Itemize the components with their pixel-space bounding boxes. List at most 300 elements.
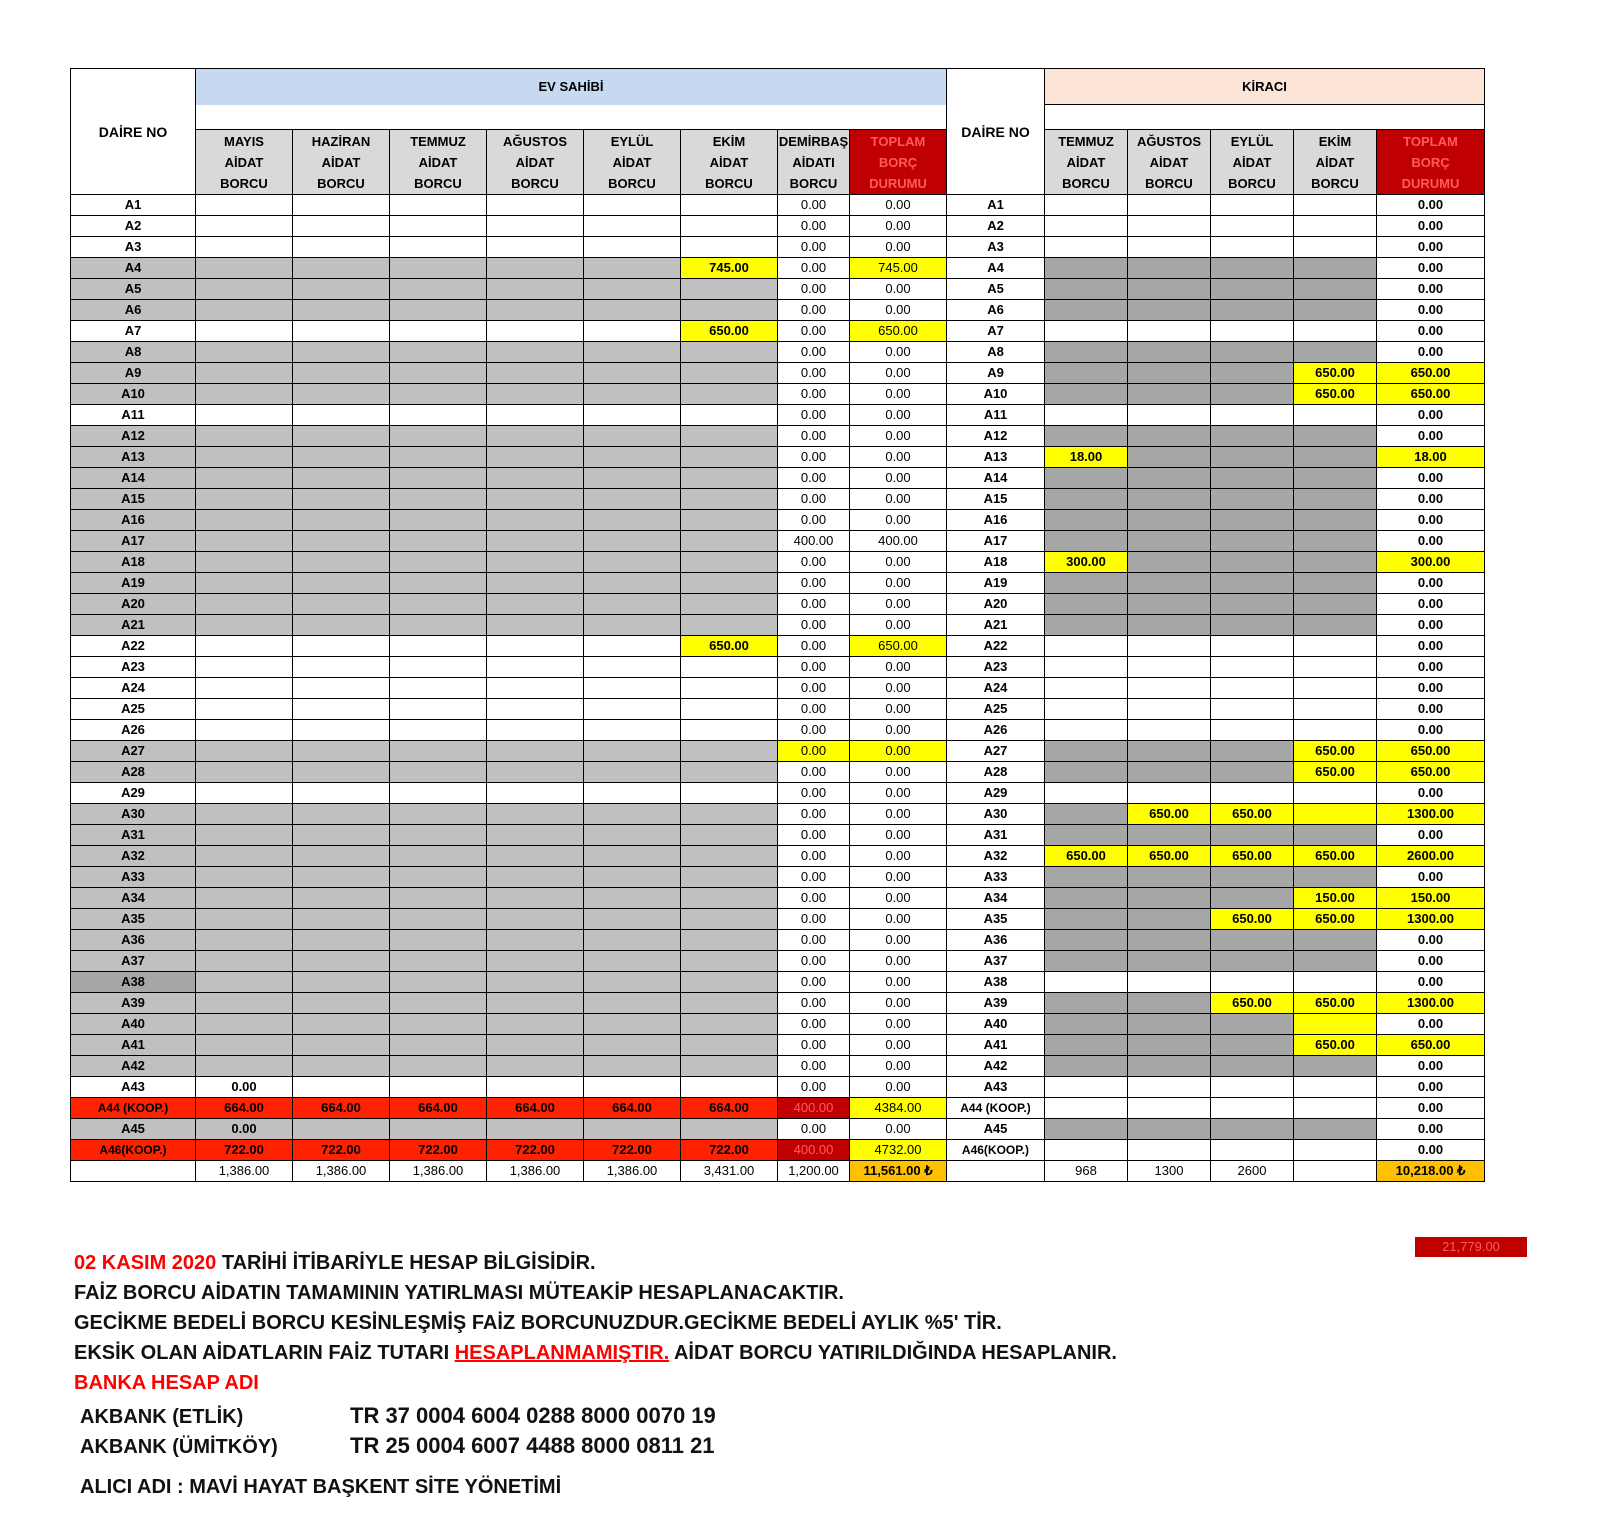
tenant-cell: 18.00 [1045,447,1128,468]
daire-no-header: DAİRE NO [71,69,196,195]
owner-cell [584,195,681,216]
owner-cell [293,237,390,258]
owner-cell [196,195,293,216]
daire-no-cell: A26 [71,720,196,741]
owner-cell [293,951,390,972]
daire-no-cell: A34 [71,888,196,909]
daire-no-cell-tenant: A29 [947,783,1045,804]
tenant-col-header-line: AĞUSTOS [1136,133,1202,149]
owner-cell [390,594,487,615]
table-row [71,552,1485,573]
table-row [71,300,1485,321]
tenant-total-cell: 968 [1045,1161,1128,1182]
owner-cell [681,804,778,825]
tenant-col-header-line: AİDAT [1232,154,1272,170]
tenant-col-header-line: BORÇ [1411,154,1450,170]
owner-cell [196,258,293,279]
tenant-cell: 0.00 [1377,1098,1485,1119]
daire-no-cell-tenant: A6 [947,300,1045,321]
tenant-cell [1211,930,1294,951]
owner-cell: 722.00 [584,1140,681,1161]
daire-no-cell: A11 [71,405,196,426]
owner-cell: 650.00 [681,321,778,342]
owner-col-header-line: DEMİRBAŞ [778,133,849,149]
owner-cell: 0.00 [850,384,947,405]
owner-cell: 0.00 [778,804,850,825]
owner-col-header-line: EYLÜL [610,133,654,149]
owner-col-header-line: BORCU [220,175,268,191]
owner-cell [196,531,293,552]
tenant-cell [1128,888,1211,909]
tenant-cell [1128,363,1211,384]
owner-cell [390,510,487,531]
owner-total-cell: 1,386.00 [196,1161,293,1182]
table-row [71,825,1485,846]
owner-total-cell: 1,386.00 [293,1161,390,1182]
owner-cell [390,846,487,867]
tenant-cell: 0.00 [1377,468,1485,489]
owner-cell [390,1056,487,1077]
owner-cell [681,741,778,762]
tenant-cell [1211,384,1294,405]
owner-total-cell: 11,561.00 ₺ [850,1161,947,1182]
owner-cell [293,195,390,216]
owner-cell [584,909,681,930]
daire-no-cell-tenant: A46(KOOP.) [947,1140,1045,1161]
tenant-cell: 1300.00 [1377,909,1485,930]
owner-cell: 0.00 [850,615,947,636]
owner-cell [584,657,681,678]
owner-cell [293,846,390,867]
owner-cell [681,279,778,300]
table-row [71,1014,1485,1035]
owner-cell: 0.00 [850,594,947,615]
daire-no-cell-tenant: A30 [947,804,1045,825]
owner-cell [584,216,681,237]
table-row [71,237,1485,258]
owner-cell [390,258,487,279]
owner-cell [487,573,584,594]
tenant-cell [1045,909,1128,930]
owner-cell: 0.00 [778,1014,850,1035]
tenant-col-header-0 [1045,130,1128,195]
tenant-cell [1211,300,1294,321]
tenant-cell [1128,1056,1211,1077]
owner-cell [487,531,584,552]
owner-cell [196,489,293,510]
owner-cell: 0.00 [778,909,850,930]
tenant-cell: 150.00 [1294,888,1377,909]
table-row [71,216,1485,237]
owner-cell [293,720,390,741]
owner-cell [584,510,681,531]
tenant-cell [1128,489,1211,510]
daire-no-cell-tenant: A2 [947,216,1045,237]
daire-no-cell-tenant: A23 [947,657,1045,678]
daire-no-cell: A8 [71,342,196,363]
tenant-cell [1211,867,1294,888]
daire-no-cell: A39 [71,993,196,1014]
daire-no-cell-tenant: A18 [947,552,1045,573]
table-row [71,636,1485,657]
tenant-cell: 18.00 [1377,447,1485,468]
owner-cell [487,825,584,846]
tenant-total-cell: 2600 [1211,1161,1294,1182]
table-row [71,489,1485,510]
owner-cell [293,1119,390,1140]
owner-cell: 664.00 [681,1098,778,1119]
owner-cell [584,720,681,741]
owner-cell [681,237,778,258]
daire-no-cell: A22 [71,636,196,657]
tenant-cell [1294,1077,1377,1098]
daire-no-cell: A40 [71,1014,196,1035]
owner-cell [196,636,293,657]
owner-cell [390,741,487,762]
owner-cell [681,1035,778,1056]
owner-cell: 745.00 [681,258,778,279]
owner-cell [487,300,584,321]
tenant-col-header-line: EKİM [1318,133,1352,149]
totals-row [71,1161,1485,1182]
tenant-cell [1128,1077,1211,1098]
tenant-cell [1128,993,1211,1014]
owner-cell: 4384.00 [850,1098,947,1119]
owner-cell [584,363,681,384]
owner-cell [293,825,390,846]
owner-cell: 0.00 [850,783,947,804]
owner-cell: 0.00 [778,657,850,678]
table-row [71,909,1485,930]
daire-no-cell: A2 [71,216,196,237]
tenant-cell [1294,468,1377,489]
tenant-cell [1045,321,1128,342]
tenant-cell [1128,741,1211,762]
owner-cell [390,783,487,804]
owner-cell [293,1077,390,1098]
tenant-cell [1294,720,1377,741]
tenant-cell [1128,279,1211,300]
tenant-cell [1211,258,1294,279]
owner-cell [681,342,778,363]
daire-no-cell-tenant: A44 (KOOP.) [947,1098,1045,1119]
owner-cell [487,447,584,468]
owner-cell [293,489,390,510]
daire-no-cell: A7 [71,321,196,342]
tenant-col-header-line: DURUMU [1401,175,1460,191]
table-row [71,447,1485,468]
tenant-cell [1211,699,1294,720]
owner-col-header-2 [390,130,487,195]
daire-no-cell: A27 [71,741,196,762]
owner-cell [390,1077,487,1098]
tenant-cell [1211,1035,1294,1056]
tenant-cell [1294,930,1377,951]
owner-cell [584,636,681,657]
daire-no-cell-tenant: A31 [947,825,1045,846]
daire-no-cell-tenant: A13 [947,447,1045,468]
owner-cell [681,1014,778,1035]
owner-cell: 0.00 [778,405,850,426]
late-fee-note: GECİKME BEDELİ BORCU KESİNLEŞMİŞ FAİZ BORCUNUZDUR.GECİKME BEDELİ AYLIK %5' TİR. [74,1312,1002,1334]
owner-cell: 0.00 [778,321,850,342]
owner-cell [681,384,778,405]
daire-no-cell: A29 [71,783,196,804]
owner-cell [196,678,293,699]
daire-no-cell: A31 [71,825,196,846]
owner-col-header-0 [196,130,293,195]
tenant-cell: 0.00 [1377,1056,1485,1077]
tenant-cell [1045,657,1128,678]
owner-cell [584,468,681,489]
owner-cell [681,993,778,1014]
owner-col-header-line: BORCU [511,175,559,191]
owner-cell: 0.00 [778,1077,850,1098]
tenant-cell [1128,468,1211,489]
owner-cell: 0.00 [778,930,850,951]
tenant-cell: 0.00 [1377,1077,1485,1098]
owner-cell [584,846,681,867]
owner-cell [390,279,487,300]
owner-cell [584,489,681,510]
owner-cell [390,300,487,321]
tenant-cell [1294,321,1377,342]
owner-cell: 0.00 [850,342,947,363]
tenant-cell [1211,1140,1294,1161]
tenant-cell [1294,594,1377,615]
daire-no-cell: A17 [71,531,196,552]
tenant-col-header-line: AİDAT [1066,154,1106,170]
owner-cell [293,510,390,531]
daire-no-cell: A9 [71,363,196,384]
owner-col-header-line: AİDAT [418,154,458,170]
owner-cell [293,636,390,657]
tenant-cell [1128,972,1211,993]
table-row [71,930,1485,951]
tenant-cell [1045,300,1128,321]
owner-cell [487,258,584,279]
owner-cell [390,951,487,972]
table-row [71,468,1485,489]
owner-cell [584,783,681,804]
table-row [71,615,1485,636]
owner-cell [487,909,584,930]
daire-no-cell: A44 (KOOP.) [71,1098,196,1119]
daire-no-cell-tenant: A25 [947,699,1045,720]
owner-cell: 0.00 [850,909,947,930]
owner-cell: 0.00 [850,888,947,909]
owner-cell: 0.00 [778,741,850,762]
daire-no-cell-tenant: A19 [947,573,1045,594]
tenant-cell: 0.00 [1377,195,1485,216]
owner-cell: 0.00 [778,510,850,531]
owner-col-header-line: BORCU [705,175,753,191]
owner-cell: 0.00 [850,741,947,762]
tenant-cell: 650.00 [1377,762,1485,783]
owner-cell [196,888,293,909]
owner-cell [584,804,681,825]
owner-cell: 722.00 [196,1140,293,1161]
owner-col-header-line: BORÇ [878,154,918,170]
tenant-col-header-line: BORCU [1062,175,1110,191]
tenant-cell [1294,510,1377,531]
daire-no-cell-tenant: A41 [947,1035,1045,1056]
table-row [71,573,1485,594]
owner-cell [487,216,584,237]
tenant-cell [1045,405,1128,426]
daire-no-cell-tenant: A20 [947,594,1045,615]
owner-col-header-5 [681,130,778,195]
owner-cell [487,342,584,363]
tenant-cell [1128,426,1211,447]
owner-cell [584,678,681,699]
tenant-cell [1294,531,1377,552]
table-row [71,699,1485,720]
owner-col-header-line: DURUMU [869,175,927,191]
tenant-cell: 650.00 [1294,741,1377,762]
owner-cell [196,846,293,867]
tenant-cell [1128,216,1211,237]
owner-cell [390,489,487,510]
table-row [71,1035,1485,1056]
owner-cell [584,573,681,594]
owner-col-header-line: AİDATI [792,154,835,170]
owner-cell [196,720,293,741]
owner-cell [293,405,390,426]
owner-cell: 0.00 [778,678,850,699]
owner-cell [196,657,293,678]
tenant-cell: 0.00 [1377,1140,1485,1161]
daire-no-cell-tenant: A5 [947,279,1045,300]
owner-cell [487,1119,584,1140]
daire-no-cell-tenant: A11 [947,405,1045,426]
tenant-cell: 0.00 [1377,258,1485,279]
tenant-cell [1128,237,1211,258]
grand-total: 21,779.00 [1415,1237,1527,1257]
owner-cell: 0.00 [850,678,947,699]
owner-cell [584,1014,681,1035]
owner-cell [487,972,584,993]
owner-cell: 0.00 [778,1056,850,1077]
tenant-cell: 650.00 [1294,909,1377,930]
tenant-cell [1294,825,1377,846]
owner-cell [293,657,390,678]
owner-cell [293,783,390,804]
owner-cell: 0.00 [850,510,947,531]
owner-cell [584,762,681,783]
owner-cell [390,636,487,657]
tenant-cell [1211,405,1294,426]
tenant-cell [1128,1014,1211,1035]
owner-cell [293,762,390,783]
owner-cell: 0.00 [778,573,850,594]
owner-col-header-line: AİDAT [612,154,652,170]
table-row [71,720,1485,741]
debt-table [70,68,1485,1182]
tenant-cell [1211,1119,1294,1140]
tenant-cell [1128,678,1211,699]
tenant-col-header-line: TOPLAM [1403,133,1458,149]
owner-cell: 0.00 [196,1119,293,1140]
owner-cell: 0.00 [778,615,850,636]
tenant-cell [1211,510,1294,531]
table-row [71,1098,1485,1119]
tenant-cell [1128,930,1211,951]
table-row [71,384,1485,405]
owner-cell [487,1035,584,1056]
tenant-cell [1294,972,1377,993]
owner-cell [584,237,681,258]
owner-col-header-line: AĞUSTOS [502,133,568,149]
owner-cell: 0.00 [850,195,947,216]
daire-no-cell: A37 [71,951,196,972]
daire-no-cell: A33 [71,867,196,888]
tenant-cell [1045,363,1128,384]
owner-cell: 664.00 [584,1098,681,1119]
tenant-cell [1294,1014,1377,1035]
tenant-cell [1045,678,1128,699]
owner-cell [681,531,778,552]
owner-cell: 0.00 [850,426,947,447]
owner-cell: 0.00 [850,237,947,258]
tenant-cell [1211,195,1294,216]
owner-cell [390,468,487,489]
owner-cell [293,468,390,489]
owner-cell [390,1035,487,1056]
owner-cell [293,216,390,237]
owner-cell: 0.00 [778,300,850,321]
table-row [71,426,1485,447]
daire-no-cell-tenant: A4 [947,258,1045,279]
missing-dues-note: EKSİK OLAN AİDATLARIN FAİZ TUTARI HESAPLANMAMIŞTIR. AİDAT BORCU YATIRILDIĞINDA HESAPLANIR. [74,1342,1117,1364]
tenant-cell [1128,825,1211,846]
daire-no-cell: A10 [71,384,196,405]
tenant-cell [1211,1098,1294,1119]
owner-cell [681,867,778,888]
tenant-cell [1128,594,1211,615]
daire-no-cell: A41 [71,1035,196,1056]
owner-cell [293,1056,390,1077]
owner-cell: 0.00 [778,867,850,888]
daire-no-cell-tenant: A45 [947,1119,1045,1140]
owner-cell [487,867,584,888]
tenant-cell [1211,216,1294,237]
owner-cell: 400.00 [778,1098,850,1119]
owner-cell [681,405,778,426]
owner-cell [293,300,390,321]
tenant-cell [1294,1098,1377,1119]
owner-cell [390,405,487,426]
tenant-cell [1294,951,1377,972]
daire-no-cell: A5 [71,279,196,300]
tenant-cell: 650.00 [1211,804,1294,825]
owner-cell: 0.00 [778,216,850,237]
owner-cell [390,867,487,888]
daire-no-cell: A4 [71,258,196,279]
tenant-cell [1045,615,1128,636]
tenant-cell [1045,993,1128,1014]
date-note: 02 KASIM 2020 TARİHİ İTİBARİYLE HESAP BİLGİSİDİR. [74,1252,596,1274]
owner-cell: 0.00 [850,972,947,993]
owner-cell: 0.00 [196,1077,293,1098]
owner-cell: 0.00 [850,216,947,237]
owner-cell [487,384,584,405]
tenant-cell: 0.00 [1377,279,1485,300]
owner-cell [681,1119,778,1140]
owner-cell [584,741,681,762]
tenant-cell [1294,1056,1377,1077]
owner-cell [584,384,681,405]
